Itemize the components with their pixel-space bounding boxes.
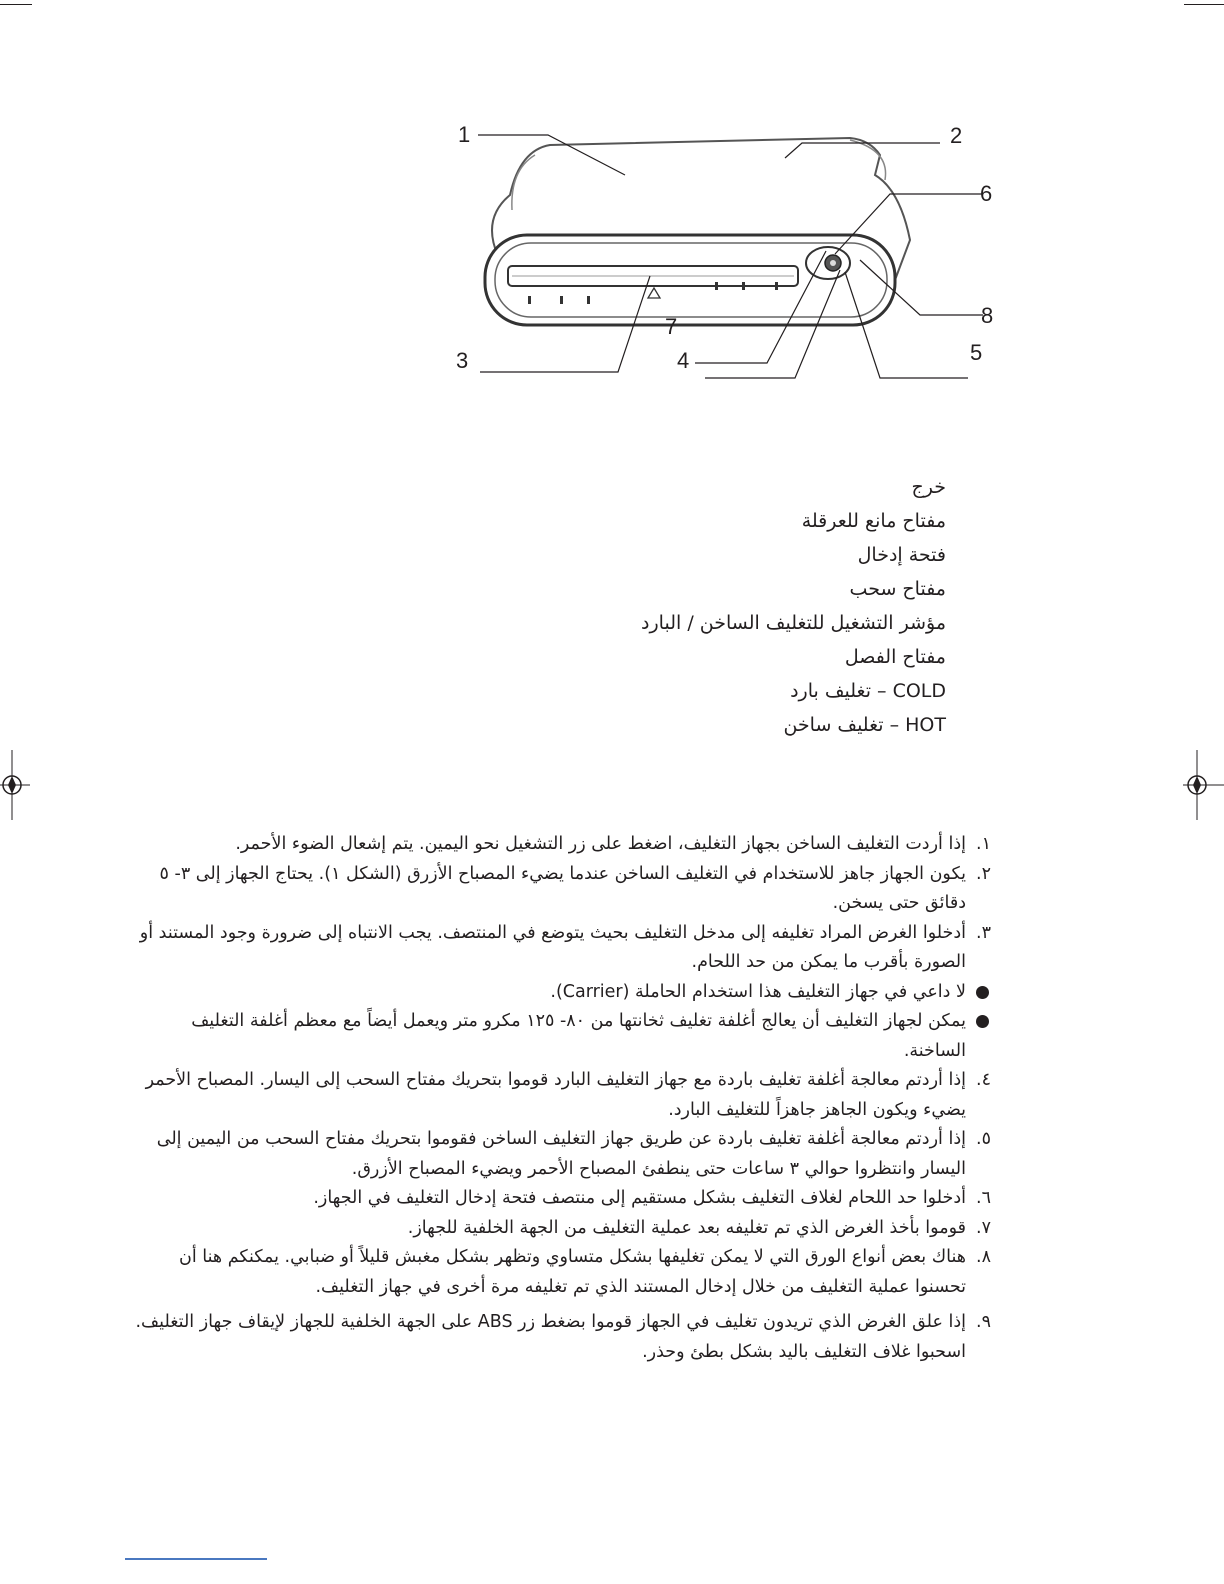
legend-item-5: مؤشر التشغيل للتغليف الساخن / البارد: [641, 612, 946, 634]
instruction-list: [126, 830, 991, 1367]
legend-item-1: خرج: [911, 476, 946, 498]
step-1: [126, 830, 991, 860]
step-number: ٦.: [976, 1188, 991, 1208]
callout-1: 1: [458, 122, 471, 147]
step-3: [126, 919, 991, 978]
step-text: أدخلوا الغرض المراد تغليفه إلى مدخل التغليف بحيث يتوضع في المنتصف. يجب الانتباه إلى ضرورة وجود المستند أو الصورة بأقرب ما يمكن من حد اللحام.: [139, 922, 966, 972]
step-text: أدخلوا حد اللحام لغلاف التغليف بشكل مستقيم إلى منتصف فتحة إدخال التغليف في الجهاز.: [313, 1188, 966, 1208]
footer-rule: [125, 1558, 267, 1560]
laminator-figure: [440, 110, 1010, 380]
registration-mark-right: [1183, 750, 1224, 820]
step-text: إذا أردتم معالجة أغلفة تغليف باردة مع جهاز التغليف البارد قوموا بتحريك مفتاح السحب إلى اليسار. المصباح الأحمر يضيء ويكون الجاهز جاهزاً للتغليف البارد.: [145, 1070, 966, 1120]
legend-item-8: HOT – تغليف ساخن: [783, 714, 946, 736]
step-text: إذا أردتم معالجة أغلفة تغليف باردة عن طريق جهاز التغليف الساخن فقوموا بتحريك مفتاح السحب من اليمين إلى اليسار وانتظروا حوالي ٣ ساعات حتى ينطفئ المصباح الأحمر ويضيء المصباح الأزرق.: [156, 1129, 966, 1179]
step-2: [126, 860, 991, 919]
callout-4: 4: [677, 348, 690, 373]
legend-item-4: مفتاح سحب: [849, 578, 946, 600]
step-number: ٥.: [976, 1129, 991, 1149]
step-number: ٢.: [976, 863, 991, 884]
step-number: ٨.: [976, 1247, 991, 1267]
step-number: ٩.: [976, 1312, 991, 1332]
callout-2: 2: [950, 123, 963, 148]
step-text: هناك بعض أنواع الورق التي لا يمكن تغليفها بشكل متساوي وتظهر بشكل مغبش قليلاً أو ضبابي. يمكنكم هنا أن تحسنوا عملية التغليف من خلال إدخال المستند الذي تم تغليفه مرة أخرى في جهاز التغليف.: [179, 1247, 966, 1297]
bullet-text: لا داعي في جهاز التغليف هذا استخدام الحاملة (Carrier).: [550, 981, 966, 1002]
registration-mark-left: [0, 750, 30, 820]
step-9: [126, 1308, 991, 1367]
step-text: إذا علق الغرض الذي تريدون تغليف في الجهاز قوموا بضغط زر ABS على الجهة الخلفية للجهاز لإيقاف جهاز التغليف. اسحبوا غلاف التغليف باليد بشكل بطئ وحذر.: [135, 1312, 966, 1362]
step-text: قوموا بأخذ الغرض الذي تم تغليفه بعد عملية التغليف من الجهة الخلفية للجهاز.: [407, 1217, 966, 1238]
bullet-text: يمكن لجهاز التغليف أن يعالج أغلفة تغليف ثخانتها من ٨٠- ١٢٥ مكرو متر ويعمل أيضاً مع معظم أغلفة التغليف الساخنة.: [191, 1011, 966, 1061]
callout-8: 8: [981, 303, 994, 328]
legend-item-3: فتحة إدخال: [857, 544, 946, 566]
bullet-icon: [976, 1007, 1006, 1037]
step-8: [126, 1243, 991, 1302]
legend-item-6: مفتاح الفصل: [844, 646, 946, 668]
step-number: ٣.: [976, 922, 991, 943]
step-number: ٤.: [976, 1070, 991, 1090]
bullet-1: [126, 978, 966, 1008]
callout-5: 5: [970, 340, 983, 365]
legend-item-7: COLD – تغليف بارد: [790, 680, 946, 702]
bullet-2: [126, 1007, 966, 1066]
legend-item-2: مفتاح مانع للعرقلة: [801, 510, 946, 532]
crop-mark-top-left: [0, 4, 32, 5]
callout-6: 6: [980, 181, 993, 206]
step-number: ١.: [976, 834, 991, 854]
step-text: إذا أردت التغليف الساخن بجهاز التغليف، اضغط على زر التشغيل نحو اليمين. يتم إشعال الضوء الأحمر.: [235, 834, 966, 854]
laminator-diagram: [440, 110, 1010, 380]
bullet-icon: [976, 978, 1006, 1008]
parts-legend: [641, 470, 946, 742]
callout-3: 3: [456, 348, 469, 373]
step-number: ٧.: [976, 1217, 991, 1238]
crop-mark-top-right: [1184, 4, 1224, 5]
step-7: [126, 1214, 991, 1244]
step-6: [126, 1184, 991, 1214]
step-5: [126, 1125, 991, 1184]
step-4: [126, 1066, 991, 1125]
step-text: يكون الجهاز جاهز للاستخدام في التغليف الساخن عندما يضيء المصباح الأزرق (الشكل ١). يحتاج الجهاز إلى ٣- ٥ دقائق حتى يسخن.: [159, 863, 966, 913]
callout-7: 7: [665, 314, 678, 339]
